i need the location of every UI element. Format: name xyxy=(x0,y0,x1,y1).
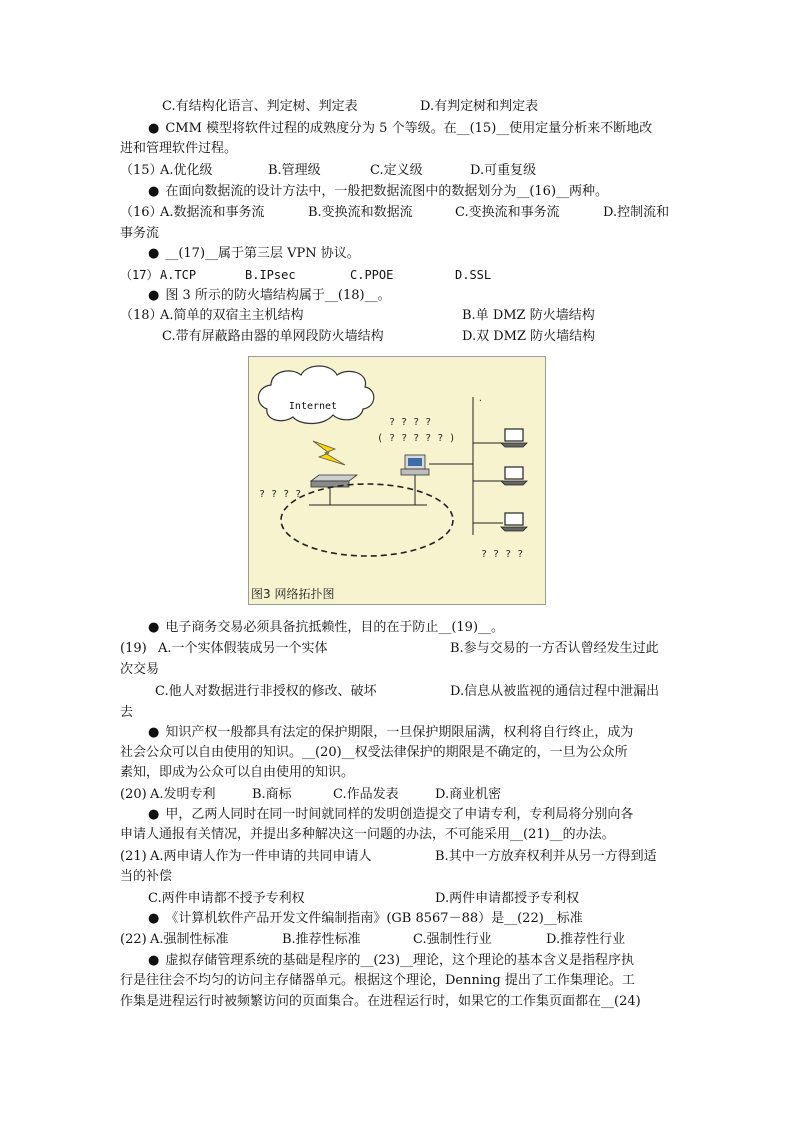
hosts-label: ? ? ? ? xyxy=(481,549,524,560)
internet-label: Internet xyxy=(288,401,338,412)
bullet-icon: ● xyxy=(148,184,160,199)
q20-number: (20) xyxy=(120,787,147,802)
q18-option-b: B.单 DMZ 防火墙结构 xyxy=(462,308,595,323)
bullet-icon: ● xyxy=(148,953,160,968)
backbone-mark: · xyxy=(478,396,483,405)
q18-stem: ● 图 3 所示的防火墙结构属于__(18)__。 xyxy=(148,288,391,303)
q19-stem: ● 电子商务交易必须具备抗抵赖性，目的在于防止__(19)__。 xyxy=(148,620,505,635)
q22-option-a: A.强制性标准 xyxy=(150,932,229,947)
q23-stem-line1: ● 虚拟存储管理系统的基础是程序的__(23)__理论，这个理论的基本含义是指程序执 xyxy=(148,953,635,968)
q20-option-c: C.作品发表 xyxy=(333,787,399,802)
bullet-icon: ● xyxy=(148,620,160,635)
bullet-icon: ● xyxy=(148,807,160,822)
q15-stem-line2: 进和管理软件过程。 xyxy=(120,141,238,156)
q20-option-d: D.商业机密 xyxy=(435,787,502,802)
q19-option-d-cont: 去 xyxy=(120,705,134,720)
bullet-icon: ● xyxy=(148,121,160,136)
host-laptop-icon xyxy=(473,467,527,485)
q21-option-d: D.两件申请都授予专利权 xyxy=(435,891,580,906)
q21-stem-line2: 申请人通报有关情况，并提出多种解决这一问题的办法，不可能采用__(21)__的办法。 xyxy=(120,827,615,842)
firewall-label-1: ? ? ? ? xyxy=(389,417,432,428)
q19-option-b-cont: 次交易 xyxy=(120,662,160,677)
q18-number: （18） xyxy=(120,308,163,323)
host-laptop-icon xyxy=(473,513,527,531)
q15-number: （15） xyxy=(120,163,163,178)
q23-stem-line3: 作集是进程运行时被频繁访问的页面集合。在进程运行时，如果它的工作集页面都在__(24) xyxy=(120,994,641,1009)
q18-option-c: C.带有屏蔽路由器的单网段防火墙结构 xyxy=(162,329,384,344)
network-topology-figure xyxy=(248,356,546,605)
q20-stem-line2: 社会公众可以自由使用的知识。__(20)__权受法律保护的期限是不确定的，一旦为公众所 xyxy=(120,745,628,760)
q17-option-b: B.IPsec xyxy=(245,268,296,282)
q16-option-c: C.变换流和事务流 xyxy=(455,205,560,220)
q21-number: (21) xyxy=(120,849,147,864)
q17-option-a: A.TCP xyxy=(160,268,197,282)
internet-cloud-icon xyxy=(258,366,373,424)
q17-stem: ● __(17)__属于第三层 VPN 协议。 xyxy=(148,246,360,261)
bullet-icon: ● xyxy=(148,911,160,926)
q18-option-d: D.双 DMZ 防火墙结构 xyxy=(462,329,596,344)
q20-stem-line1: ● 知识产权一般都具有法定的保护期限，一旦保护期限届满，权利将自行终止，成为 xyxy=(148,725,634,740)
dmz-boundary xyxy=(281,484,453,556)
q20-option-a: A.发明专利 xyxy=(150,787,216,802)
figure-caption: 图3 网络拓扑图 xyxy=(251,587,335,601)
q22-stem: ● 《计算机软件产品开发文件编制指南》(GB 8567－88）是__(22)__标准 xyxy=(148,911,583,926)
q15-option-c: C.定义级 xyxy=(370,163,423,178)
q22-number: (22) xyxy=(120,932,147,947)
q18-option-a: A.简单的双宿主主机结构 xyxy=(160,308,304,323)
q16-stem: ● 在面向数据流的设计方法中，一般把数据流图中的数据划分为__(16)__两种。 xyxy=(148,184,609,199)
q15-option-a: A.优化级 xyxy=(160,163,213,178)
q16-option-b: B.变换流和数据流 xyxy=(308,205,413,220)
q21-option-c: C.两件申请都不授予专利权 xyxy=(148,891,305,906)
q16-option-d: D.控制流和 xyxy=(603,205,670,220)
host-laptop-icon xyxy=(473,429,527,447)
q16-number: （16） xyxy=(120,205,163,220)
q20-option-b: B.商标 xyxy=(252,787,292,802)
firewall-host-icon xyxy=(401,455,429,475)
q14-option-d: D.有判定树和判定表 xyxy=(420,99,539,114)
firewall-label-2: ( ? ? ? ? ? ) xyxy=(377,433,456,444)
q19-option-a: A.一个实体假装成另一个实体 xyxy=(158,641,328,656)
q17-number: （17） xyxy=(120,268,159,282)
q15-option-b: B.管理级 xyxy=(268,163,321,178)
q21-option-b: B.其中一方放弃权利并从另一方得到适 xyxy=(435,849,657,864)
q17-option-d: D.SSL xyxy=(455,268,492,282)
q20-stem-line3: 素知，即成为公众可以自由使用的知识。 xyxy=(120,765,355,780)
topology-diagram xyxy=(249,357,545,604)
q22-option-d: D.推荐性行业 xyxy=(546,932,626,947)
q15-option-d: D.可重复级 xyxy=(470,163,537,178)
q19-option-c: C.他人对数据进行非授权的修改、破坏 xyxy=(155,684,377,699)
bullet-icon: ● xyxy=(148,288,160,303)
q17-option-c: C.PPOE xyxy=(350,268,394,282)
q23-stem-line2: 行是往往会不均匀的访问主存储器单元。根据这个理论，Denning 提出了工作集理论。工 xyxy=(120,973,635,988)
bullet-icon: ● xyxy=(148,246,160,261)
q21-stem-line1: ● 甲，乙两人同时在同一时间就同样的发明创造提交了申请专利，专利局将分别向各 xyxy=(148,807,634,822)
q21-option-b-cont: 当的补偿 xyxy=(120,869,173,884)
router-label: ? ? ? ? xyxy=(259,489,302,500)
q14-option-c: C.有结构化语言、判定树、判定表 xyxy=(162,99,358,114)
lightning-bolt-icon xyxy=(313,441,345,465)
q16-option-a: A.数据流和事务流 xyxy=(160,205,265,220)
q16-option-d-cont: 事务流 xyxy=(120,226,160,241)
q21-option-a: A.两申请人作为一件申请的共同申请人 xyxy=(150,849,372,864)
q19-option-d: D.信息从被监视的通信过程中泄漏出 xyxy=(450,684,660,699)
q22-option-c: C.强制性行业 xyxy=(413,932,492,947)
q19-option-b: B.参与交易的一方否认曾经发生过此 xyxy=(450,641,659,656)
q15-stem-line1: ● CMM 模型将软件过程的成熟度分为 5 个等级。在__(15)__使用定量分析来不断地改 xyxy=(148,121,653,136)
q19-number: (19) xyxy=(120,641,147,656)
bullet-icon: ● xyxy=(148,725,160,740)
q22-option-b: B.推荐性标准 xyxy=(282,932,361,947)
